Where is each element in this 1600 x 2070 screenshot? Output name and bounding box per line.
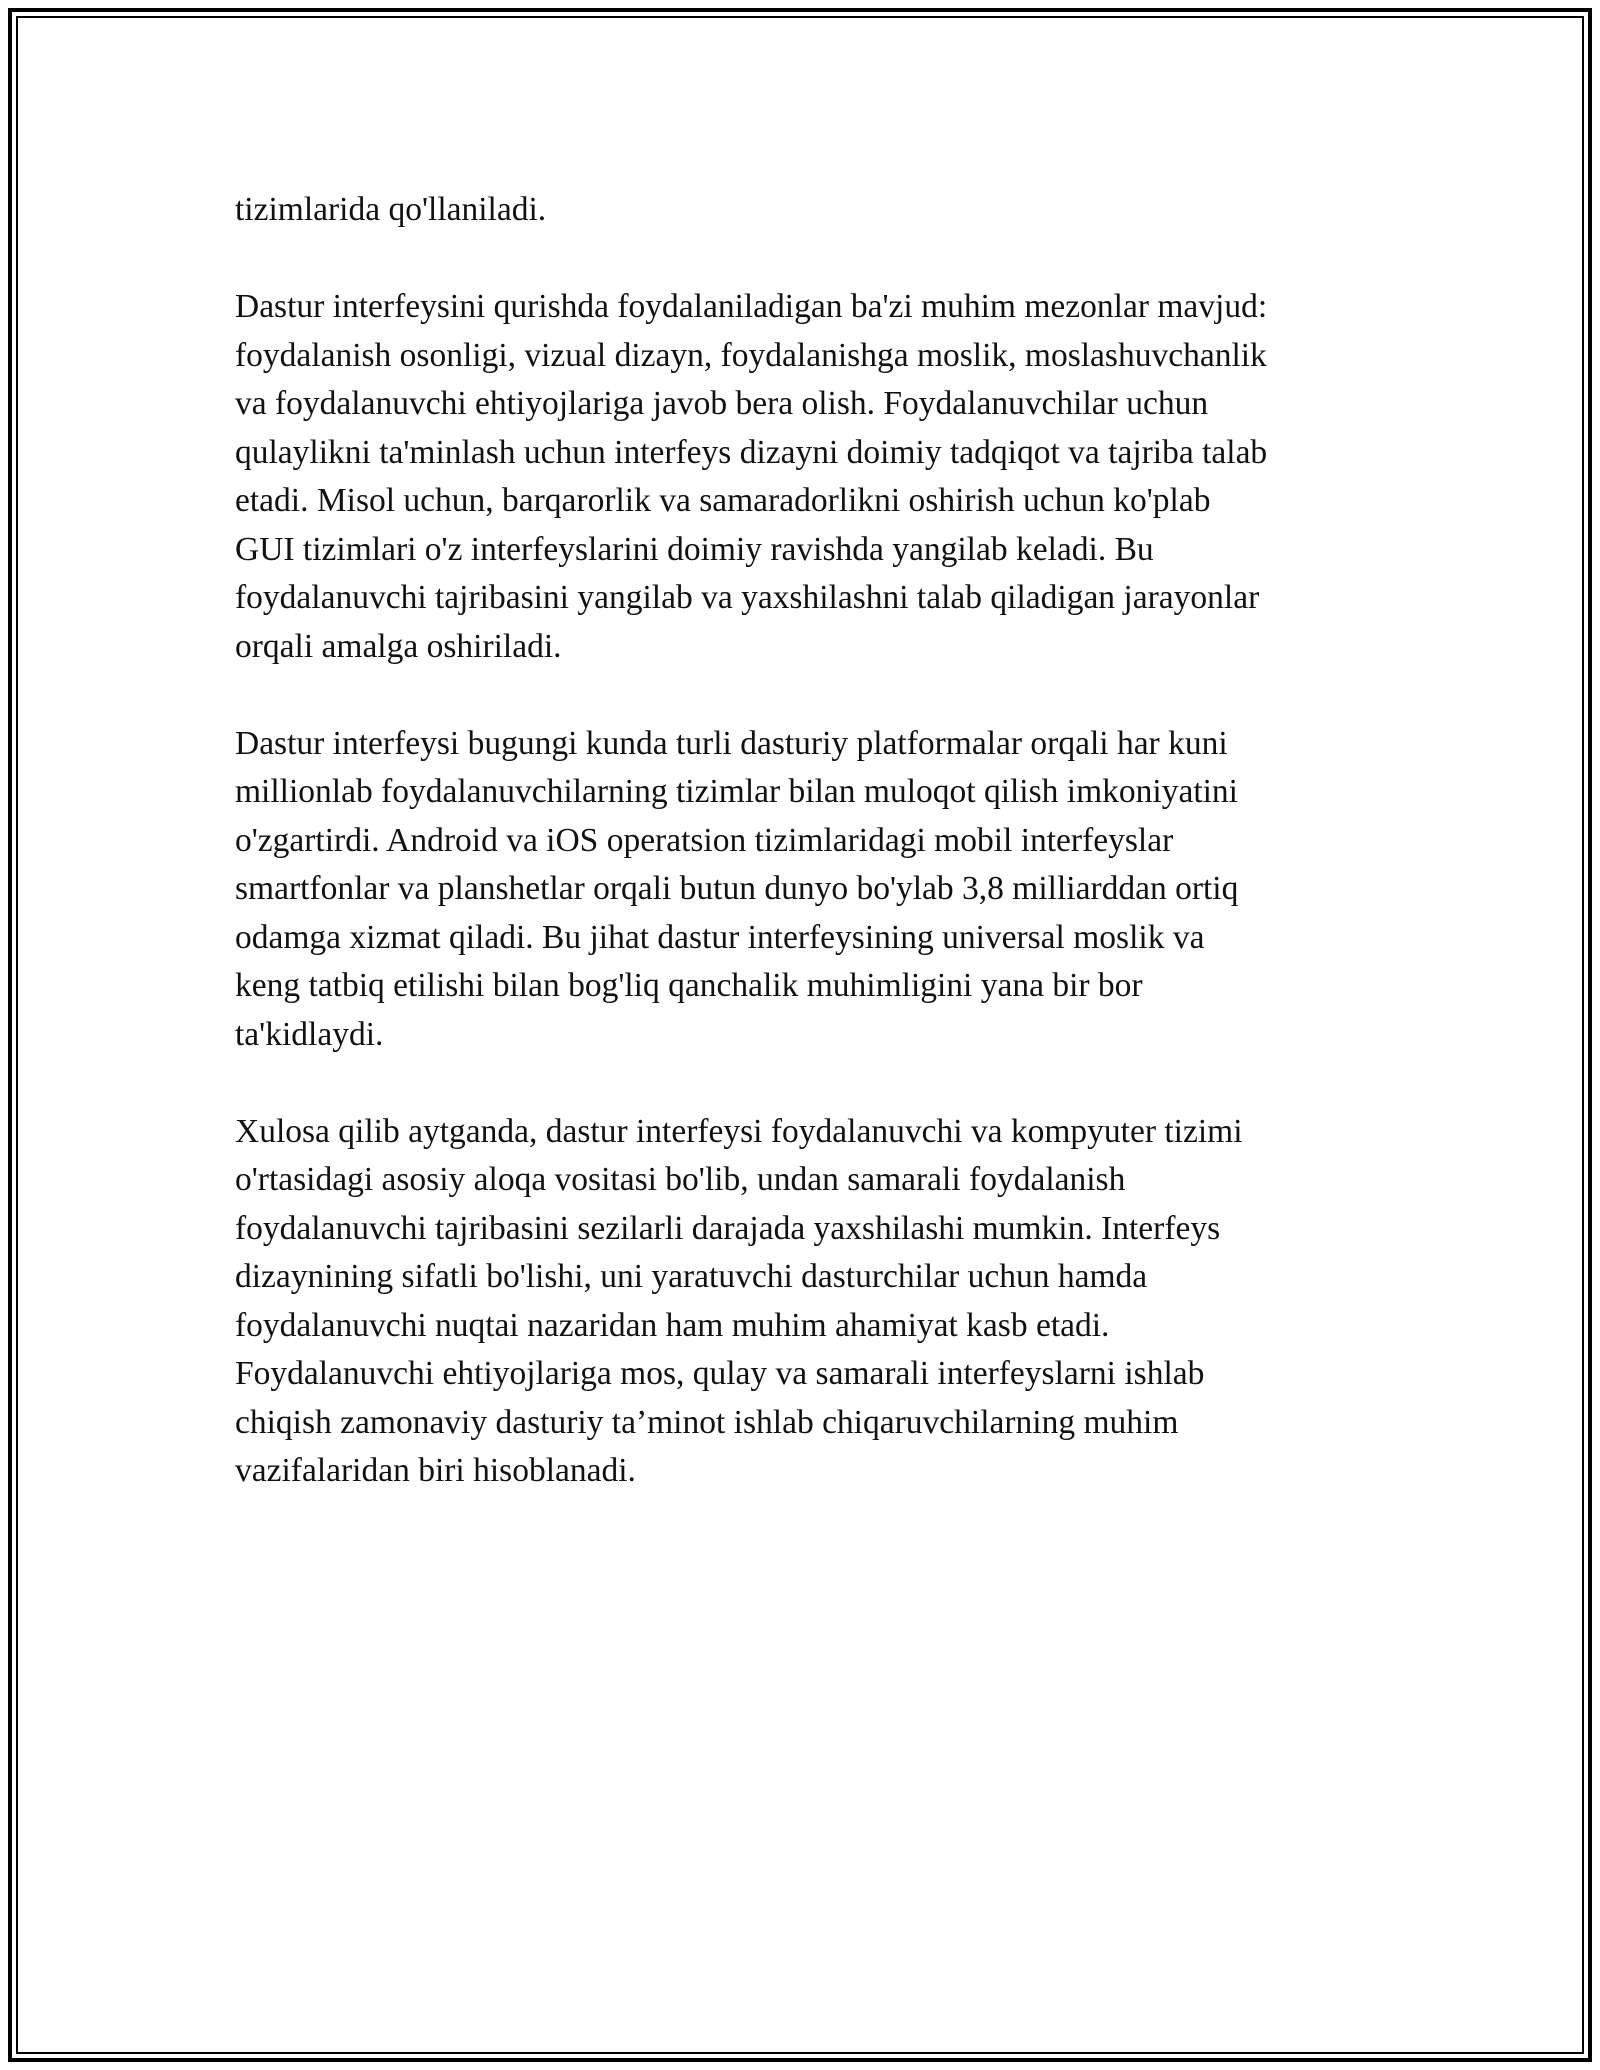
document-body bbox=[235, 186, 1375, 1544]
paragraph-continuation: tizimlarida qo'llaniladi. bbox=[235, 191, 547, 228]
paragraph-mobile-interfaces: Dastur interfeysi bugungi kunda turli dasturiy platformalar orqali har kuni millionlab foydalanuvchilarning tizimlar bilan muloqot qilish imkoniyatini o'zgartirdi. Android va iOS operatsion tizimlaridagi mobil interfeyslar smartfonlar va planshetlar orqali butun dunyo bo'ylab 3,8 milliarddan ortiq odamga xizmat qiladi. Bu jihat dastur interfeysining universal moslik va keng tatbiq etilishi bilan bog'liq qanchalik muhimligini yana bir bor ta'kidlaydi. bbox=[235, 724, 1239, 1053]
paragraph-conclusion: Xulosa qilib aytganda, dastur interfeysi foydalanuvchi va kompyuter tizimi o'rtasidagi asosiy aloqa vositasi bo'lib, undan samarali foydalanish foydalanuvchi tajribasini sezilarli darajada yaxshilashi mumkin. Interfeys dizaynining sifatli bo'lishi, uni yaratuvchi dasturchilar uchun hamda foydalanuvchi nuqtai nazaridan ham muhim ahamiyat kasb etadi. Foydalanuvchi ehtiyojlariga mos, qulay va samarali interfeyslarni ishlab chiqish zamonaviy dasturiy ta’minot ishlab chiqaruvchilarning muhim vazifalaridan biri hisoblanadi. bbox=[235, 1112, 1243, 1489]
paragraph-interface-criteria: Dastur interfeysini qurishda foydalaniladigan ba'zi muhim mezonlar mavjud: foydalanish osonligi, vizual dizayn, foydalanishga moslik, moslashuvchanlik va foydalanuvchi ehtiyojlariga javob bera olish. Foydalanuvchilar uchun qulaylikni ta'minlash uchun interfeys dizayni doimiy tadqiqot va tajriba talab etadi. Misol uchun, barqarorlik va samaradorlikni oshirish uchun ko'plab GUI tizimlari o'z interfeyslarini doimiy ravishda yangilab keladi. Bu foydalanuvchi tajribasini yangilab va yaxshilashni talab qiladigan jarayonlar orqali amalga oshiriladi. bbox=[235, 288, 1268, 665]
